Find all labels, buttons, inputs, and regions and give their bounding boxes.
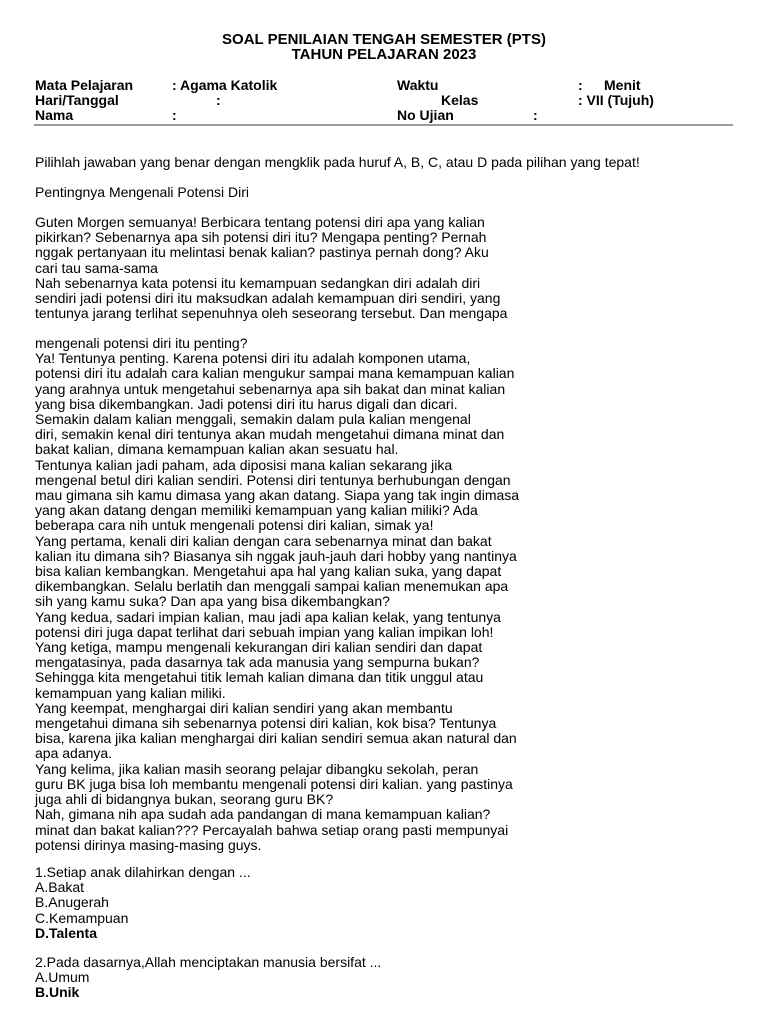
- paragraph-line: yang arahnya untuk mengetahui sebenarnya apa sih bakat dan minat kalian: [35, 380, 506, 397]
- paragraph-line: diri, semakin kenal diri tentunya akan mudah mengetahui dimana minat dan: [35, 426, 505, 443]
- exam-number-label: No Ujian: [397, 107, 454, 123]
- question-1: [35, 865, 251, 941]
- paragraph-line: nggak pertanyaan itu melintasi benak kalian? pastinya pernah dong? Aku: [35, 244, 489, 261]
- paragraph-line: bisa kalian kembangkan. Mengetahui apa hal yang kalian suka, yang dapat: [35, 563, 502, 580]
- name-label: Nama: [35, 107, 74, 123]
- paragraph-line: yang bisa dikembangkan. Jadi potensi diri itu harus digali dan dicari.: [35, 395, 458, 412]
- paragraph-line: kemampuan yang kalian miliki.: [35, 684, 226, 701]
- paragraph-line: apa adanya.: [35, 745, 113, 762]
- paragraph-line: juga ahli di bidangnya bukan, seorang guru BK?: [35, 791, 334, 808]
- paragraph-line: bisa, karena jika kalian menghargai diri kalian sendiri semua akan natural dan: [35, 730, 517, 747]
- paragraph-line: minat dan bakat kalian??? Percayalah bahwa setiap orang pasti mempunyai: [35, 821, 509, 838]
- paragraph-line: Sehingga kita mengetahui titik lemah kalian dimana dan titik unggul atau: [35, 669, 484, 686]
- paragraph-line: mengetahui dimana sih sebenarnya potensi diri kalian, kok bisa? Tentunya: [35, 715, 497, 732]
- paragraph-line: potensi dirinya masing-masing guys.: [35, 836, 262, 853]
- answer-option[interactable]: A.Bakat: [35, 879, 85, 896]
- paragraph-line: Nah, gimana nih apa sudah ada pandangan di mana kemampuan kalian?: [35, 806, 491, 823]
- paragraph-line: bakat kalian, dimana kemampuan kalian akan sesuatu hal.: [35, 441, 399, 458]
- time-value: Menit: [604, 77, 641, 93]
- header-divider: [34, 124, 733, 126]
- paragraph-line: mengatasinya, pada dasarnya tak ada manusia yang sempurna bukan?: [35, 654, 480, 671]
- paragraph-line: mengenal betul diri kalian sendiri. Potensi diri tentunya berhubungan dengan: [35, 471, 511, 488]
- paragraph-line: Yang kedua, sadari impian kalian, mau jadi apa kalian kelak, yang tentunya: [35, 608, 501, 625]
- date-label: Hari/Tanggal: [35, 92, 119, 108]
- date-colon: :: [216, 92, 221, 108]
- answer-option[interactable]: C.Kemampuan: [35, 909, 129, 926]
- answer-option[interactable]: A.Umum: [35, 969, 90, 986]
- paragraph-line: yang akan datang dengan memiliki kemampuan yang kalian miliki? Ada: [35, 502, 478, 519]
- reading-paragraph-2: [35, 336, 519, 853]
- subject-value: : Agama Katolik: [172, 77, 278, 93]
- class-label: Kelas: [441, 92, 479, 108]
- paragraph-line: mengenali potensi diri itu penting?: [35, 335, 248, 351]
- document-title: SOAL PENILAIAN TENGAH SEMESTER (PTS): [222, 31, 546, 48]
- document-subtitle: TAHUN PELAJARAN 2023: [291, 46, 477, 63]
- paragraph-line: Guten Morgen semuanya! Berbicara tentang potensi diri apa yang kalian: [35, 214, 485, 230]
- paragraph-line: Yang keempat, menghargai diri kalian sendiri yang akan membantu: [35, 699, 453, 716]
- instruction-text: Pilihlah jawaban yang benar dengan mengklik pada huruf A, B, C, atau D pada pilihan yang tepat!: [35, 154, 640, 170]
- paragraph-line: guru BK juga bisa loh membantu mengenali potensi diri kalian. yang pastinya: [35, 775, 513, 792]
- paragraph-line: Nah sebenarnya kata potensi itu kemampuan sedangkan diri adalah diri: [35, 274, 481, 291]
- answer-option-selected[interactable]: D.Talenta: [35, 924, 97, 941]
- class-value: : VII (Tujuh): [578, 92, 654, 108]
- question-text: 1.Setiap anak dilahirkan dengan ...: [35, 864, 251, 880]
- paragraph-line: Yang ketiga, mampu mengenali kekurangan diri kalian sendiri dan dapat: [35, 639, 483, 656]
- paragraph-line: beberapa cara nih untuk mengenali potensi diri kalian, simak ya!: [35, 517, 434, 534]
- paragraph-line: sendiri jadi potensi diri itu maksudkan adalah kemampuan diri sendiri, yang: [35, 290, 501, 307]
- subject-label: Mata Pelajaran: [35, 77, 134, 93]
- paragraph-line: potensi diri itu adalah cara kalian mengukur sampai mana kemampuan kalian: [35, 365, 515, 382]
- section-title: Pentingnya Mengenali Potensi Diri: [35, 184, 250, 200]
- paragraph-line: sih yang kamu suka? Dan apa yang bisa dikembangkan?: [35, 593, 390, 610]
- time-colon: :: [578, 77, 583, 93]
- answer-option[interactable]: B.Anugerah: [35, 894, 109, 911]
- reading-paragraph-1: [35, 215, 507, 321]
- paragraph-line: Ya! Tentunya penting. Karena potensi diri itu adalah komponen utama,: [35, 350, 471, 367]
- name-colon: :: [172, 107, 177, 123]
- paragraph-line: mau gimana sih kamu dimasa yang akan datang. Siapa yang tak ingin dimasa: [35, 487, 520, 504]
- paragraph-line: cari tau sama-sama: [35, 259, 158, 276]
- question-text: 2.Pada dasarnya,Allah menciptakan manusia bersifat ...: [35, 954, 382, 970]
- paragraph-line: Yang kelima, jika kalian masih seorang pelajar dibangku sekolah, peran: [35, 760, 479, 777]
- paragraph-line: pikirkan? Sebenarnya apa sih potensi diri itu? Mengapa penting? Pernah: [35, 229, 487, 246]
- paragraph-line: Tentunya kalian jadi paham, ada diposisi mana kalian sekarang jika: [35, 456, 453, 473]
- paragraph-line: kalian itu dimana sih? Biasanya sih nggak jauh-jauh dari hobby yang nantinya: [35, 547, 517, 564]
- paragraph-line: dikembangkan. Selalu berlatih dan menggali sampai kalian menemukan apa: [35, 578, 509, 595]
- answer-option-selected[interactable]: B.Unik: [35, 984, 80, 1001]
- exam-number-colon: :: [533, 107, 538, 123]
- question-2: [35, 955, 381, 1001]
- paragraph-line: tentunya jarang terlihat sepenuhnya oleh seseorang tersebut. Dan mengapa: [35, 305, 508, 322]
- time-label: Waktu: [397, 77, 439, 93]
- paragraph-line: potensi diri juga dapat terlihat dari sebuah impian yang kalian impikan loh!: [35, 623, 494, 640]
- paragraph-line: Semakin dalam kalian menggali, semakin dalam pula kalian mengenal: [35, 411, 471, 428]
- paragraph-line: Yang pertama, kenali diri kalian dengan cara sebenarnya minat dan bakat: [35, 532, 492, 549]
